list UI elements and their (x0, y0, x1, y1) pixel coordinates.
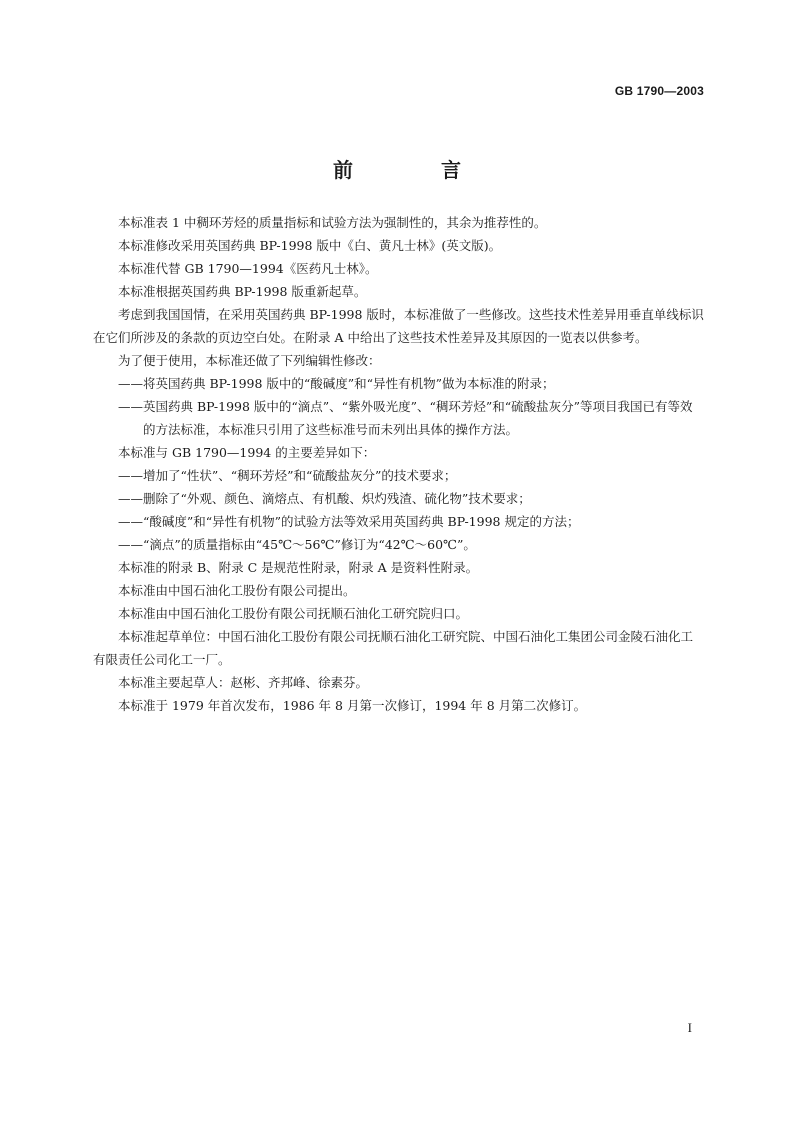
list-item: ——英国药典 BP-1998 版中的“滴点”、“紫外吸光度”、“稠环芳烃”和“硫酸盐灰分”等项目我国已有等效的方法标准，本标准只引用了这些标准号而未列出具体的操作方法。 (118, 399, 693, 437)
paragraph: 本标准与 GB 1790—1994 的主要差异如下： (118, 445, 376, 460)
paragraph: 本标准主要起草人：赵彬、齐邦峰、徐素芬。 (118, 675, 369, 690)
page-number: I (687, 1020, 692, 1035)
paragraph: 本标准根据英国药典 BP-1998 版重新起草。 (118, 284, 367, 299)
paragraph: 本标准修改采用英国药典 BP-1998 版中《白、黄凡士林》(英文版)。 (118, 238, 502, 253)
paragraph: 本标准代替 GB 1790—1994《医药凡士林》。 (118, 261, 378, 276)
list-item: ——将英国药典 BP-1998 版中的“酸碱度”和“异性有机物”做为本标准的附录； (118, 376, 555, 391)
paragraph: 为了便于使用，本标准还做了下列编辑性修改： (118, 353, 381, 368)
paragraph: 本标准起草单位：中国石油化工股份有限公司抚顺石油化工研究院、中国石油化工集团公司金陵石油化工有限责任公司化工一厂。 (93, 629, 694, 667)
standard-code: GB 1790—2003 (614, 84, 704, 98)
paragraph: 本标准于 1979 年首次发布，1986 年 8 月第一次修订，1994 年 8 月第二次修订。 (118, 698, 587, 713)
paragraph: 本标准的附录 B、附录 C 是规范性附录，附录 A 是资料性附录。 (118, 560, 479, 575)
paragraph: 考虑到我国国情，在采用英国药典 BP-1998 版时，本标准做了一些修改。这些技术性差异用垂直单线标识在它们所涉及的条款的页边空白处。在附录 A 中给出了这些技术性差异及其原因的一览表以供参考。 (93, 307, 704, 345)
list-item: ——增加了“性状”、“稠环芳烃”和“硫酸盐灰分”的技术要求； (118, 468, 457, 483)
paragraph: 本标准由中国石油化工股份有限公司抚顺石油化工研究院归口。 (118, 606, 469, 621)
paragraph: 本标准由中国石油化工股份有限公司提出。 (118, 583, 356, 598)
list-item: ——“滴点”的质量指标由“45℃～56℃”修订为“42℃～60℃”。 (118, 537, 476, 552)
list-item: ——“酸碱度”和“异性有机物”的试验方法等效采用英国药典 BP-1998 规定的方法； (118, 514, 580, 529)
page-title: 前 言 (333, 158, 495, 182)
list-item: ——删除了“外观、颜色、滴熔点、有机酸、炽灼残渣、硫化物”技术要求； (118, 491, 531, 506)
foreword-body (93, 211, 705, 717)
paragraph: 本标准表 1 中稠环芳烃的质量指标和试验方法为强制性的，其余为推荐性的。 (118, 215, 547, 230)
